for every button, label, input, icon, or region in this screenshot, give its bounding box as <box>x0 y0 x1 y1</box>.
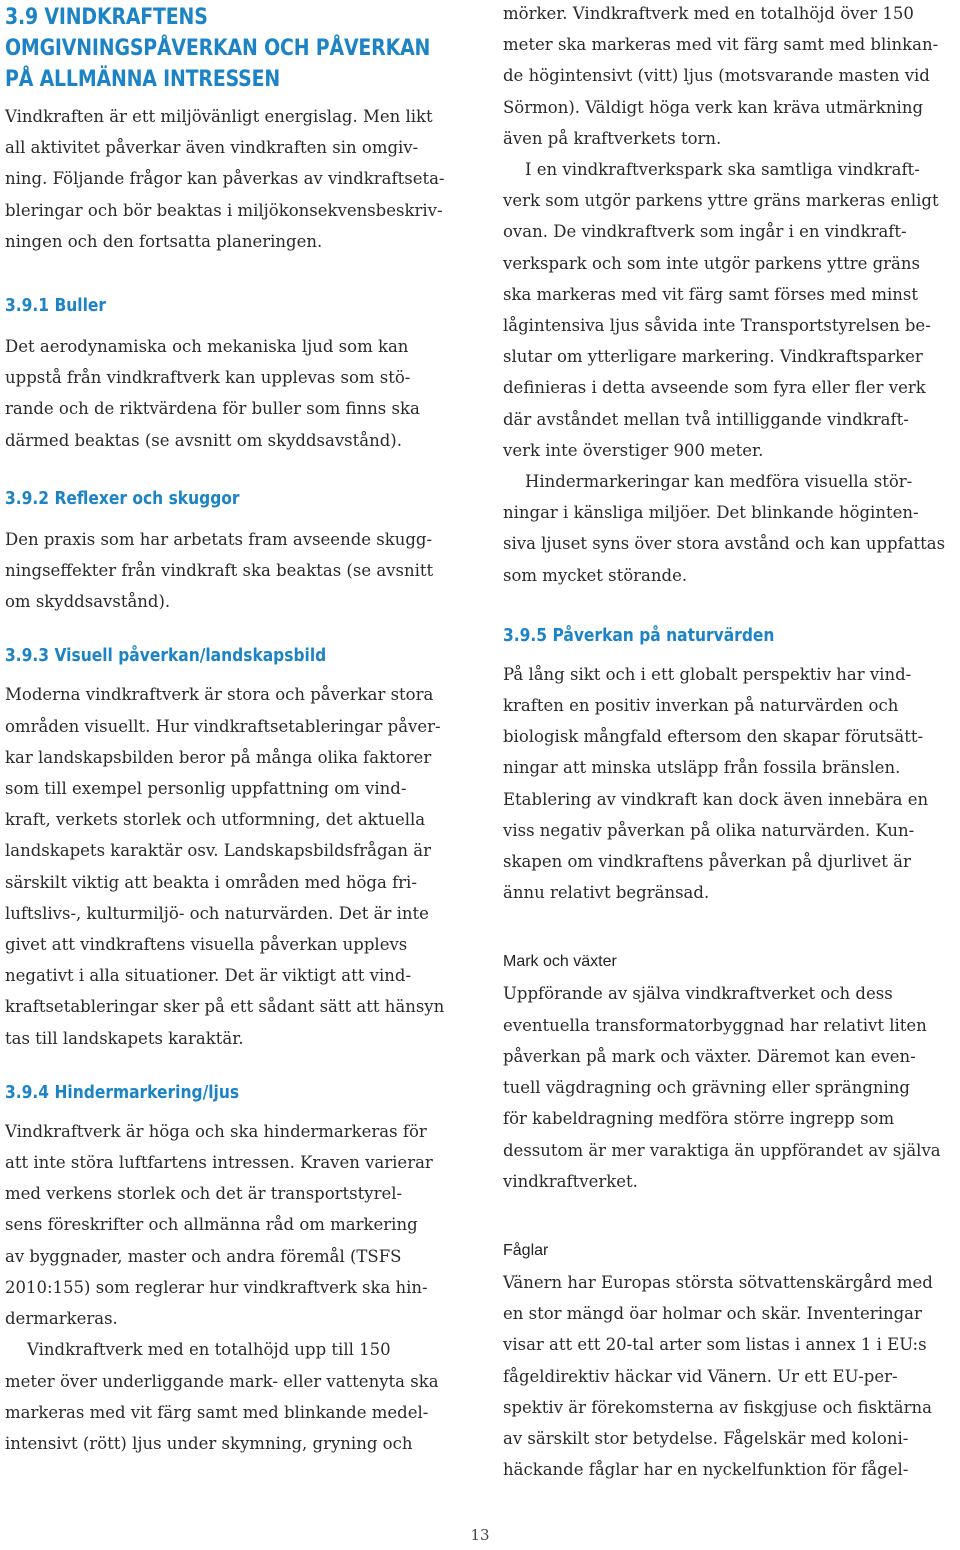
text-line: påverkan på mark och växter. Däremot kan even- <box>503 1046 916 1066</box>
intro-paragraph <box>5 101 463 257</box>
section-heading-reflexer: 3.9.2 Reflexer och skuggor <box>5 487 240 509</box>
text-line: som mycket störande. <box>503 565 688 585</box>
text-line: dermarkeras. <box>5 1309 118 1329</box>
vindkraftverkspark-paragraph <box>503 154 953 466</box>
text-line: meter ska markeras med vit färg samt med blinkan- <box>503 35 939 55</box>
text-line: spektiv är förekomsterna av fiskgjuse och fisktärna <box>503 1397 932 1417</box>
text-line: uppstå från vindkraftverk kan upplevas som stö- <box>5 368 411 388</box>
text-line: viss negativ påverkan på olika naturvärden. Kun- <box>503 820 915 840</box>
subheading-faglar: Fåglar <box>503 1241 549 1259</box>
text-line: siva ljuset syns över stora avstånd och kan uppfattas <box>503 534 946 554</box>
hindermarkeringar-paragraph <box>503 466 953 591</box>
chapter-heading-line: OMGIVNINGSPÅVERKAN OCH PÅVERKAN <box>5 36 431 61</box>
text-line: Det aerodynamiska och mekaniska ljud som kan <box>5 337 409 357</box>
text-line: en stor mängd öar holmar och skär. Inventeringar <box>503 1304 922 1324</box>
left-column <box>5 0 463 1459</box>
text-line: Moderna vindkraftverk är stora och påverkar stora <box>5 685 434 705</box>
text-line: slutar om ytterligare markering. Vindkraftsparker <box>503 347 923 367</box>
text-line: Den praxis som har arbetats fram avseende skugg- <box>5 529 433 549</box>
text-line: ning. Följande frågor kan påverkas av vindkraftseta- <box>5 169 445 189</box>
text-line: ningseffekter från vindkraft ska beaktas (se avsnitt <box>5 561 434 581</box>
text-line: meter över underliggande mark- eller vattenyta ska <box>5 1371 439 1391</box>
text-line: all aktivitet påverkar även vindkraften sin omgiv- <box>5 138 419 158</box>
reflexer-paragraph <box>5 524 463 618</box>
text-line: kraftsetableringar sker på ett sådant sätt att hänsyn <box>5 997 445 1017</box>
text-line: därmed beaktas (se avsnitt om skyddsavstånd). <box>5 430 402 450</box>
text-line: tas till landskapets karaktär. <box>5 1028 244 1048</box>
text-line: definieras i detta avseende som fyra eller fler verk <box>503 378 926 398</box>
text-line: områden visuellt. Hur vindkraftsetableringar påver- <box>5 716 441 736</box>
visuell-paragraph <box>5 679 463 1053</box>
text-line: markeras med vit färg samt med blinkande medel- <box>5 1402 429 1422</box>
section-heading-naturvarden: 3.9.5 Påverkan på naturvärden <box>503 624 775 646</box>
text-line: verk inte överstiger 900 meter. <box>503 440 764 460</box>
chapter-heading-line: 3.9 VINDKRAFTENS <box>5 5 208 30</box>
text-line: även på kraftverkets torn. <box>503 128 722 148</box>
text-line: vindkraftverket. <box>503 1171 638 1191</box>
text-line: luftslivs-, kulturmiljö- och naturvärden. Det är inte <box>5 903 429 923</box>
text-line: kraft, verkets storlek och utformning, det aktuella <box>5 810 426 830</box>
text-line: dessutom är mer varaktiga än uppförandet av själva <box>503 1140 941 1160</box>
text-line: Vänern har Europas största sötvattenskärgård med <box>503 1272 933 1292</box>
text-line: intensivt (rött) ljus under skymning, gryning och <box>5 1433 413 1453</box>
naturvarden-paragraph <box>503 659 953 909</box>
text-line: mörker. Vindkraftverk med en totalhöjd över 150 <box>503 4 914 23</box>
chapter-heading <box>5 2 461 95</box>
right-column <box>503 0 953 1485</box>
text-line: fågeldirektiv häckar vid Vänern. Ur ett EU-per- <box>503 1366 898 1386</box>
text-line: om skyddsavstånd). <box>5 592 171 612</box>
text-line: tuell vägdragning och grävning eller sprängning <box>503 1078 910 1098</box>
text-line: för kabeldragning medföra större ingrepp som <box>503 1109 895 1129</box>
text-line: I en vindkraftverkspark ska samtliga vindkraft- <box>525 160 920 180</box>
hindermarkering-continued <box>503 0 953 154</box>
page-number: 13 <box>470 1526 490 1544</box>
text-line: givet att vindkraftens visuella påverkan upplevs <box>5 935 408 955</box>
section-heading-hindermarkering: 3.9.4 Hindermarkering/ljus <box>5 1081 240 1103</box>
text-line: visar att ett 20-tal arter som listas i annex 1 i EU:s <box>503 1335 927 1355</box>
text-line: särskilt viktig att beakta i områden med höga fri- <box>5 872 417 892</box>
text-line: som till exempel personlig uppfattning om vind- <box>5 779 407 799</box>
text-line: ningen och den fortsatta planeringen. <box>5 231 323 251</box>
buller-paragraph <box>5 331 463 456</box>
faglar-paragraph <box>503 1267 953 1485</box>
text-line: landskapets karaktär osv. Landskapsbildsfrågan är <box>5 841 431 861</box>
text-line: Vindkraften är ett miljövänligt energislag. Men likt <box>5 107 433 126</box>
text-line: Etablering av vindkraft kan dock även innebära en <box>503 789 929 809</box>
text-line: Vindkraftverk är höga och ska hindermarkeras för <box>5 1121 427 1141</box>
text-line: skapen om vindkraftens påverkan på djurlivet är <box>503 852 911 872</box>
text-line: verkspark och som inte utgör parkens yttre gräns <box>503 253 920 273</box>
text-line: ännu relativt begränsad. <box>503 883 710 903</box>
text-line: med verkens storlek och det är transportstyrel- <box>5 1184 403 1204</box>
text-line: lågintensiva ljus såvida inte Transportstyrelsen be- <box>503 316 931 336</box>
text-line: kraften en positiv inverkan på naturvärden och <box>503 696 899 716</box>
text-line: Vindkraftverk med en totalhöjd upp till 150 <box>27 1340 391 1360</box>
text-line: att inte störa luftfartens intressen. Kraven varierar <box>5 1153 433 1173</box>
text-line: de högintensivt (vitt) ljus (motsvarande masten vid <box>503 66 930 86</box>
text-line: där avståndet mellan två intilliggande vindkraft- <box>503 409 909 429</box>
text-line: ningar att minska utsläpp från fossila bränslen. <box>503 758 901 778</box>
text-line: Sörmon). Väldigt höga verk kan kräva utmärkning <box>503 97 924 117</box>
text-line: häckande fåglar har en nyckelfunktion för fågel- <box>503 1460 909 1480</box>
text-line: Uppförande av själva vindkraftverket och dess <box>503 984 893 1004</box>
hindermarkering-paragraph-2 <box>5 1334 463 1459</box>
text-line: kar landskapsbilden beror på många olika faktorer <box>5 747 432 767</box>
text-line: biologisk mångfald eftersom den skapar förutsätt- <box>503 727 924 747</box>
section-heading-visuell: 3.9.3 Visuell påverkan/landskapsbild <box>5 645 327 667</box>
text-line: rande och de riktvärdena för buller som finns ska <box>5 399 420 419</box>
mark-paragraph <box>503 978 953 1196</box>
text-line: av särskilt stor betydelse. Fågelskär med koloni- <box>503 1428 909 1448</box>
chapter-heading-line: PÅ ALLMÄNNA INTRESSEN <box>5 67 281 92</box>
text-line: sens föreskrifter och allmänna råd om markering <box>5 1215 418 1235</box>
text-line: ska markeras med vit färg samt förses med minst <box>503 284 919 304</box>
text-line: ningar i känsliga miljöer. Det blinkande höginten- <box>503 503 919 523</box>
hindermarkering-paragraph-1 <box>5 1116 463 1334</box>
section-heading-buller: 3.9.1 Buller <box>5 295 107 317</box>
text-line: 2010:155) som reglerar hur vindkraftverk ska hin- <box>5 1277 428 1297</box>
text-line: negativt i alla situationer. Det är viktigt att vind- <box>5 966 412 986</box>
text-line: eventuella transformatorbyggnad har relativt liten <box>503 1015 927 1035</box>
text-line: På lång sikt och i ett globalt perspektiv har vind- <box>503 664 912 684</box>
text-line: Hindermarkeringar kan medföra visuella stör- <box>525 472 913 492</box>
text-line: ovan. De vindkraftverk som ingår i en vindkraft- <box>503 222 907 242</box>
text-line: verk som utgör parkens yttre gräns markeras enligt <box>503 191 939 211</box>
text-line: bleringar och bör beaktas i miljökonsekvensbeskriv- <box>5 200 443 220</box>
subheading-mark-och-vaxter: Mark och växter <box>503 953 617 971</box>
text-line: av byggnader, master och andra föremål (TSFS <box>5 1246 402 1266</box>
